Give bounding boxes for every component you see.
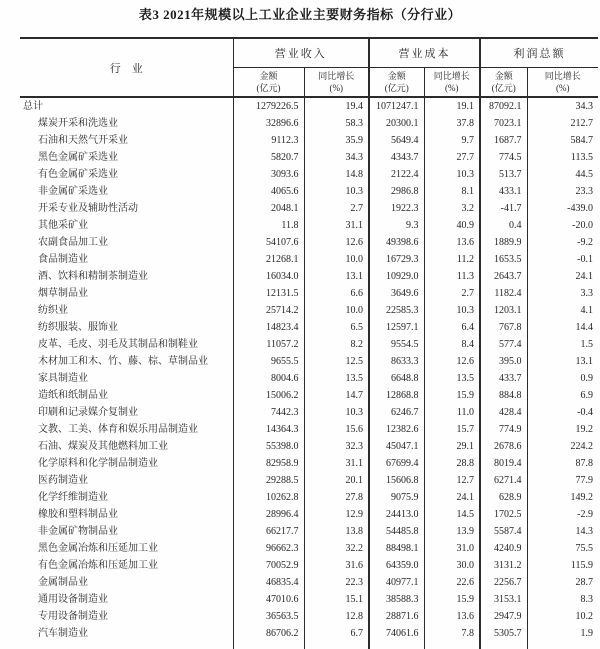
value-cell: 115.9 <box>570 560 593 571</box>
table-row <box>20 200 598 217</box>
industry-cell: 酒、饮料和精制茶制造业 <box>20 268 233 285</box>
value-cell: 5820.7 <box>233 149 304 166</box>
value-cell: 82958.9 <box>233 455 304 472</box>
value-cell: -0.1 <box>577 254 593 265</box>
value-cell: 2678.6 <box>480 438 527 455</box>
industry-cell: 总计 <box>20 97 233 115</box>
industry-cell: 化学纤维制造业 <box>20 489 233 506</box>
value-cell: 45047.1 <box>369 438 424 455</box>
value-cell: 6.7 <box>304 625 369 642</box>
table-row <box>20 438 598 455</box>
value-cell: 29288.5 <box>233 472 304 489</box>
amount-subheader-2 <box>480 68 527 98</box>
table-row <box>20 268 598 285</box>
value-cell: 1702.5 <box>480 506 527 523</box>
industry-cell: 煤炭开采和洗选业 <box>20 115 233 132</box>
industry-cell: 非金属矿采选业 <box>20 183 233 200</box>
amount-unit: (亿元) <box>384 83 409 93</box>
value-cell: 24413.0 <box>369 506 424 523</box>
growth-subheader-0 <box>304 68 369 98</box>
value-cell: 13.6 <box>424 608 480 625</box>
value-cell: 15.7 <box>424 421 480 438</box>
value-cell: 3153.1 <box>480 591 527 608</box>
value-cell: 9.7 <box>424 132 480 149</box>
value-cell: 8633.3 <box>369 353 424 370</box>
header-row-groups <box>20 38 598 68</box>
value-cell: 31.0 <box>424 540 480 557</box>
value-cell: 433.7 <box>480 370 527 387</box>
value-cell: 1889.9 <box>480 234 527 251</box>
value-cell: 12597.1 <box>369 319 424 336</box>
industry-cell: 石油和天然气开采业 <box>20 132 233 149</box>
value-cell: 6.5 <box>304 319 369 336</box>
table-row <box>20 234 598 251</box>
value-cell: 15.6 <box>304 421 369 438</box>
value-cell: 87092.1 <box>480 97 527 115</box>
value-cell: 7.8 <box>424 625 480 642</box>
value-cell: 13.8 <box>304 523 369 540</box>
value-cell: 88498.1 <box>369 540 424 557</box>
table-row <box>20 421 598 438</box>
value-cell: 6271.4 <box>480 472 527 489</box>
value-cell: 13.6 <box>424 234 480 251</box>
value-cell: 12.7 <box>424 472 480 489</box>
value-cell: 22.6 <box>424 574 480 591</box>
table-row <box>20 285 598 302</box>
value-cell: 6.9 <box>580 390 593 401</box>
table-row <box>20 455 598 472</box>
value-cell: 628.9 <box>480 489 527 506</box>
value-cell: 433.1 <box>480 183 527 200</box>
value-cell: 9554.5 <box>369 336 424 353</box>
value-cell: 5649.4 <box>369 132 424 149</box>
value-cell: 4240.9 <box>480 540 527 557</box>
industry-cell: 开采专业及辅助性活动 <box>20 200 233 217</box>
value-cell: 24.1 <box>575 271 593 282</box>
growth-label: 同比增长 <box>433 70 470 81</box>
amount-unit: (亿元) <box>256 83 281 93</box>
value-cell: 96662.3 <box>233 540 304 557</box>
value-cell: 8.2 <box>304 336 369 353</box>
value-cell: 12131.5 <box>233 285 304 302</box>
value-cell: 3.2 <box>424 200 480 217</box>
value-cell: 12868.8 <box>369 387 424 404</box>
value-cell: 23.3 <box>575 186 593 197</box>
industry-cell: 造纸和纸制品业 <box>20 387 233 404</box>
value-cell: 58.3 <box>304 115 369 132</box>
financial-indicators-table <box>20 37 598 649</box>
value-cell: 14.8 <box>304 166 369 183</box>
value-cell: -9.2 <box>577 237 593 248</box>
value-cell: 10929.0 <box>369 268 424 285</box>
value-cell: 12.9 <box>304 506 369 523</box>
growth-unit: (%) <box>445 83 459 93</box>
industry-cell: 黑色金属冶炼和压延加工业 <box>20 540 233 557</box>
value-cell: 6.6 <box>304 285 369 302</box>
amount-subheader-0 <box>233 68 304 98</box>
value-cell: 2122.4 <box>369 166 424 183</box>
value-cell: 8.1 <box>424 183 480 200</box>
value-cell: -20.0 <box>572 220 593 231</box>
growth-unit: (%) <box>329 83 343 93</box>
group-header-2: 利润总额 <box>480 38 598 68</box>
page-title: 表3 2021年规模以上工业企业主要财务指标（分行业） <box>138 7 462 22</box>
value-cell: 15006.2 <box>233 387 304 404</box>
value-cell: 32.2 <box>304 540 369 557</box>
industry-cell: 化学原料和化学制品制造业 <box>20 455 233 472</box>
value-cell: 35.9 <box>304 132 369 149</box>
table-row <box>20 404 598 421</box>
group-header-0: 营业收入 <box>233 38 369 68</box>
value-cell: 67699.4 <box>369 455 424 472</box>
value-cell: 12.8 <box>304 608 369 625</box>
value-cell: 11.3 <box>424 268 480 285</box>
growth-subheader-1 <box>424 68 480 98</box>
value-cell: 12.6 <box>424 353 480 370</box>
value-cell: 31.1 <box>304 455 369 472</box>
growth-subheader-2 <box>527 68 598 98</box>
growth-label: 同比增长 <box>544 70 581 81</box>
value-cell: 10.2 <box>575 611 593 622</box>
filler-cell <box>233 642 304 649</box>
value-cell: 1279226.5 <box>233 97 304 115</box>
value-cell: 14.7 <box>304 387 369 404</box>
value-cell: 6.4 <box>424 319 480 336</box>
value-cell: 12382.6 <box>369 421 424 438</box>
amount-subheader-1 <box>369 68 424 98</box>
value-cell: 1.5 <box>580 339 593 350</box>
value-cell: 513.7 <box>480 166 527 183</box>
value-cell: 1922.3 <box>369 200 424 217</box>
value-cell: 2986.8 <box>369 183 424 200</box>
value-cell: 584.7 <box>570 135 593 146</box>
value-cell: 6648.8 <box>369 370 424 387</box>
value-cell: 66217.7 <box>233 523 304 540</box>
value-cell: 14.3 <box>575 526 593 537</box>
table-row <box>20 319 598 336</box>
value-cell: 14364.3 <box>233 421 304 438</box>
value-cell: 8.3 <box>580 594 593 605</box>
filler-cell <box>527 642 598 649</box>
value-cell: 22585.3 <box>369 302 424 319</box>
value-cell: 2947.9 <box>480 608 527 625</box>
value-cell: 9.3 <box>369 217 424 234</box>
industry-cell: 石油、煤炭及其他燃料加工业 <box>20 438 233 455</box>
value-cell: 14.5 <box>424 506 480 523</box>
value-cell: 5587.4 <box>480 523 527 540</box>
table-row <box>20 387 598 404</box>
industry-cell: 文教、工美、体育和娱乐用品制造业 <box>20 421 233 438</box>
group-header-1: 营业成本 <box>369 38 480 68</box>
table-row <box>20 336 598 353</box>
value-cell: 21268.1 <box>233 251 304 268</box>
value-cell: 428.4 <box>480 404 527 421</box>
value-cell: 64359.0 <box>369 557 424 574</box>
growth-label: 同比增长 <box>318 70 355 81</box>
industry-cell: 橡胶和塑料制品业 <box>20 506 233 523</box>
industry-cell: 金属制品业 <box>20 574 233 591</box>
industry-cell: 印刷和记录媒介复制业 <box>20 404 233 421</box>
value-cell: 10.3 <box>424 166 480 183</box>
value-cell: 2048.1 <box>233 200 304 217</box>
value-cell: 149.2 <box>570 492 593 503</box>
value-cell: 10.3 <box>424 302 480 319</box>
value-cell: 40.9 <box>424 217 480 234</box>
value-cell: 12.5 <box>304 353 369 370</box>
value-cell: 1653.5 <box>480 251 527 268</box>
value-cell: 29.1 <box>424 438 480 455</box>
value-cell: 7023.1 <box>480 115 527 132</box>
value-cell: 40977.1 <box>369 574 424 591</box>
value-cell: 20.1 <box>304 472 369 489</box>
value-cell: 1071247.1 <box>369 97 424 115</box>
value-cell: -439.0 <box>567 203 593 214</box>
industry-cell: 纺织业 <box>20 302 233 319</box>
table-row <box>20 149 598 166</box>
value-cell: 34.3 <box>304 149 369 166</box>
industry-cell: 黑色金属矿采选业 <box>20 149 233 166</box>
value-cell: 49398.6 <box>369 234 424 251</box>
industry-cell: 农副食品加工业 <box>20 234 233 251</box>
value-cell: 19.2 <box>575 424 593 435</box>
table-row <box>20 302 598 319</box>
table-row <box>20 523 598 540</box>
value-cell: 20300.1 <box>369 115 424 132</box>
table-row <box>20 591 598 608</box>
value-cell: 10.3 <box>304 404 369 421</box>
industry-cell: 医药制造业 <box>20 472 233 489</box>
value-cell: 55398.0 <box>233 438 304 455</box>
table-row <box>20 608 598 625</box>
table-row <box>20 489 598 506</box>
value-cell: 54107.6 <box>233 234 304 251</box>
value-cell: 767.8 <box>480 319 527 336</box>
value-cell: -2.9 <box>577 509 593 520</box>
table-row <box>20 574 598 591</box>
value-cell: 28996.4 <box>233 506 304 523</box>
value-cell: 86706.2 <box>233 625 304 642</box>
industry-cell: 木材加工和木、竹、藤、棕、草制品业 <box>20 353 233 370</box>
table-row <box>20 115 598 132</box>
value-cell: 224.2 <box>570 441 593 452</box>
value-cell: 577.4 <box>480 336 527 353</box>
value-cell: 87.8 <box>575 458 593 469</box>
value-cell: 13.1 <box>575 356 593 367</box>
value-cell: 113.5 <box>570 152 593 163</box>
value-cell: 46835.4 <box>233 574 304 591</box>
value-cell: 774.9 <box>480 421 527 438</box>
value-cell: 13.5 <box>424 370 480 387</box>
industry-column-header: 行 业 <box>20 38 233 97</box>
value-cell: 3649.6 <box>369 285 424 302</box>
value-cell: 9075.9 <box>369 489 424 506</box>
amount-unit: (亿元) <box>491 83 516 93</box>
value-cell: 9655.5 <box>233 353 304 370</box>
value-cell: 2643.7 <box>480 268 527 285</box>
table-row <box>20 166 598 183</box>
table-row <box>20 97 598 115</box>
value-cell: 31.1 <box>304 217 369 234</box>
filler-row <box>20 642 598 649</box>
value-cell: 8.4 <box>424 336 480 353</box>
value-cell: 25714.2 <box>233 302 304 319</box>
value-cell: 10.0 <box>304 251 369 268</box>
value-cell: 3131.2 <box>480 557 527 574</box>
value-cell: 27.8 <box>304 489 369 506</box>
filler-cell <box>304 642 369 649</box>
value-cell: 77.9 <box>575 475 593 486</box>
value-cell: 1687.7 <box>480 132 527 149</box>
industry-cell: 皮革、毛皮、羽毛及其制品和制鞋业 <box>20 336 233 353</box>
industry-cell: 通用设备制造业 <box>20 591 233 608</box>
industry-cell: 食品制造业 <box>20 251 233 268</box>
filler-cell <box>480 642 527 649</box>
value-cell: 6246.7 <box>369 404 424 421</box>
value-cell: 34.3 <box>575 101 593 112</box>
value-cell: -41.7 <box>480 200 527 217</box>
value-cell: 5305.7 <box>480 625 527 642</box>
value-cell: 27.7 <box>424 149 480 166</box>
table-row <box>20 353 598 370</box>
value-cell: 30.0 <box>424 557 480 574</box>
industry-cell: 汽车制造业 <box>20 625 233 642</box>
value-cell: 884.8 <box>480 387 527 404</box>
value-cell: 12.6 <box>304 234 369 251</box>
value-cell: 15.9 <box>424 591 480 608</box>
value-cell: 16034.0 <box>233 268 304 285</box>
value-cell: 9112.3 <box>233 132 304 149</box>
value-cell: 37.8 <box>424 115 480 132</box>
value-cell: 0.4 <box>480 217 527 234</box>
amount-label: 金额 <box>494 70 513 81</box>
value-cell: 19.1 <box>424 97 480 115</box>
value-cell: 75.5 <box>575 543 593 554</box>
value-cell: 47010.6 <box>233 591 304 608</box>
value-cell: 15.9 <box>424 387 480 404</box>
value-cell: 54485.8 <box>369 523 424 540</box>
value-cell: 8019.4 <box>480 455 527 472</box>
value-cell: 11.8 <box>233 217 304 234</box>
value-cell: 4065.6 <box>233 183 304 200</box>
value-cell: 4.1 <box>580 305 593 316</box>
value-cell: 14.4 <box>575 322 593 333</box>
table-row <box>20 251 598 268</box>
value-cell: 70052.9 <box>233 557 304 574</box>
table-row <box>20 217 598 234</box>
value-cell: 14823.4 <box>233 319 304 336</box>
value-cell: 74061.6 <box>369 625 424 642</box>
value-cell: 11.0 <box>424 404 480 421</box>
value-cell: -0.4 <box>577 407 593 418</box>
table-row <box>20 625 598 642</box>
value-cell: 2.7 <box>304 200 369 217</box>
value-cell: 36563.5 <box>233 608 304 625</box>
value-cell: 3.3 <box>580 288 593 299</box>
value-cell: 8004.6 <box>233 370 304 387</box>
value-cell: 28.7 <box>575 577 593 588</box>
value-cell: 0.9 <box>580 373 593 384</box>
table-row <box>20 132 598 149</box>
value-cell: 1182.4 <box>480 285 527 302</box>
table-row <box>20 506 598 523</box>
value-cell: 32.3 <box>304 438 369 455</box>
table-header <box>20 38 598 97</box>
value-cell: 31.6 <box>304 557 369 574</box>
value-cell: 3093.6 <box>233 166 304 183</box>
value-cell: 38588.3 <box>369 591 424 608</box>
value-cell: 774.5 <box>480 149 527 166</box>
filler-cell <box>369 642 424 649</box>
industry-cell: 有色金属冶炼和压延加工业 <box>20 557 233 574</box>
value-cell: 2.7 <box>424 285 480 302</box>
value-cell: 15606.8 <box>369 472 424 489</box>
value-cell: 1203.1 <box>480 302 527 319</box>
value-cell: 10.3 <box>304 183 369 200</box>
value-cell: 395.0 <box>480 353 527 370</box>
value-cell: 13.9 <box>424 523 480 540</box>
industry-cell: 纺织服装、服饰业 <box>20 319 233 336</box>
value-cell: 32896.6 <box>233 115 304 132</box>
industry-cell: 其他采矿业 <box>20 217 233 234</box>
amount-label: 金额 <box>259 70 278 81</box>
value-cell: 19.4 <box>304 97 369 115</box>
amount-label: 金额 <box>387 70 406 81</box>
table-row <box>20 183 598 200</box>
industry-cell: 家具制造业 <box>20 370 233 387</box>
value-cell: 15.1 <box>304 591 369 608</box>
value-cell: 4343.7 <box>369 149 424 166</box>
value-cell: 11.2 <box>424 251 480 268</box>
table-row <box>20 540 598 557</box>
value-cell: 13.5 <box>304 370 369 387</box>
industry-cell: 非金属矿物制品业 <box>20 523 233 540</box>
value-cell: 24.1 <box>424 489 480 506</box>
industry-cell: 有色金属矿采选业 <box>20 166 233 183</box>
value-cell: 16729.3 <box>369 251 424 268</box>
table-row <box>20 472 598 489</box>
value-cell: 10262.8 <box>233 489 304 506</box>
filler-cell <box>20 642 233 649</box>
value-cell: 7442.3 <box>233 404 304 421</box>
value-cell: 13.1 <box>304 268 369 285</box>
value-cell: 10.0 <box>304 302 369 319</box>
value-cell: 1.9 <box>580 628 593 639</box>
industry-cell: 烟草制品业 <box>20 285 233 302</box>
filler-cell <box>424 642 480 649</box>
value-cell: 28871.6 <box>369 608 424 625</box>
table-row <box>20 557 598 574</box>
value-cell: 2256.7 <box>480 574 527 591</box>
industry-cell: 专用设备制造业 <box>20 608 233 625</box>
value-cell: 44.5 <box>575 169 593 180</box>
table-row <box>20 370 598 387</box>
table-body <box>20 97 598 649</box>
value-cell: 22.3 <box>304 574 369 591</box>
value-cell: 11057.2 <box>233 336 304 353</box>
growth-unit: (%) <box>556 83 570 93</box>
value-cell: 212.7 <box>570 118 593 129</box>
value-cell: 28.8 <box>424 455 480 472</box>
